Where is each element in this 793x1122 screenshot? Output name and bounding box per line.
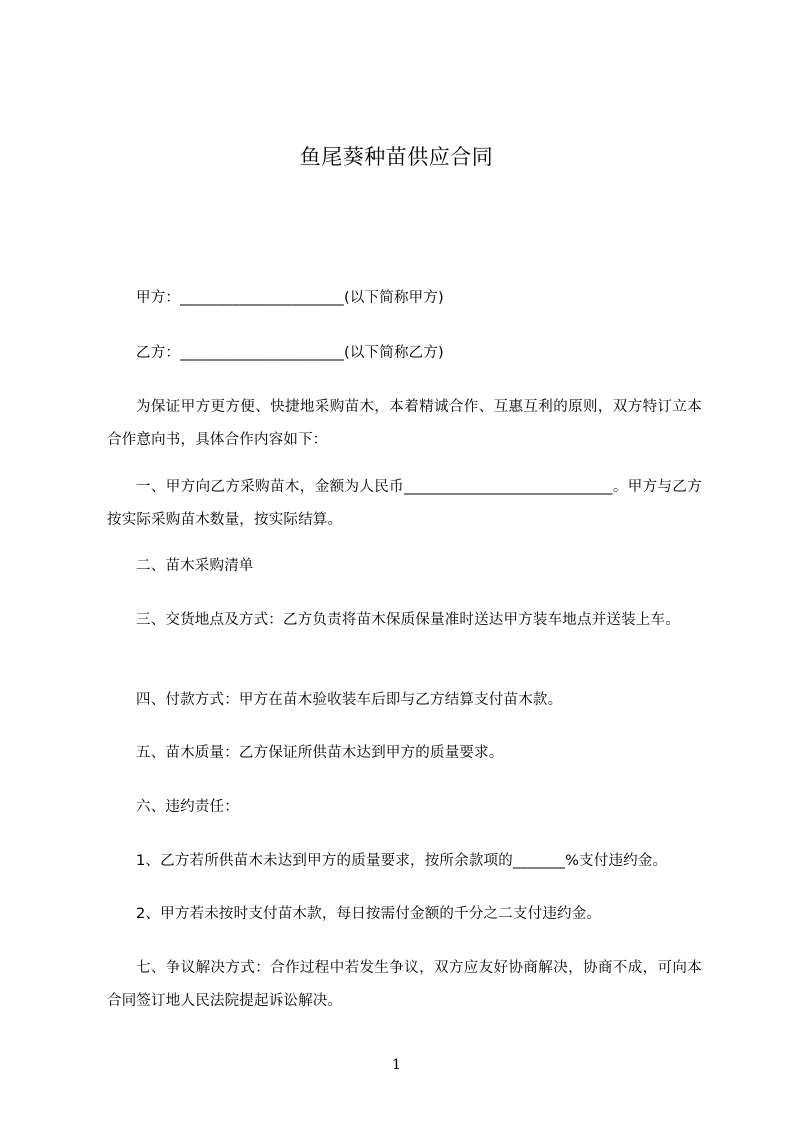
clause-6-item-1: 1、乙方若所供苗木未达到甲方的质量要求，按所余款项的_______%支付违约金。 bbox=[136, 853, 668, 869]
clause-6-heading: 六、违约责任： bbox=[136, 799, 239, 815]
party-b-line: 乙方：______________________(以下简称乙方) bbox=[136, 345, 444, 361]
clause-1-paragraph: 一、甲方向乙方采购苗木，金额为人民币____________________________。甲方与乙方按实际采购苗木数量，按实际结算。 bbox=[107, 479, 702, 528]
clause-4-paragraph: 四、付款方式：甲方在苗木验收装车后即与乙方结算支付苗木款。 bbox=[136, 692, 563, 708]
document-title: 鱼尾葵种苗供应合同 bbox=[299, 145, 494, 169]
clause-3-paragraph: 三、交货地点及方式：乙方负责将苗木保质保量准时送达甲方装车地点并送装上车。 bbox=[136, 612, 680, 628]
party-a-line: 甲方：______________________(以下简称甲方) bbox=[136, 290, 444, 306]
page-number: 1 bbox=[392, 1057, 401, 1073]
clause-7-paragraph: 七、争议解决方式：合作过程中若发生争议，双方应友好协商解决，协商不成，可向本合同签订地人民法院提起诉讼解决。 bbox=[107, 960, 702, 1009]
clause-6-item-2: 2、甲方若未按时支付苗木款，每日按需付金额的千分之二支付违约金。 bbox=[136, 906, 602, 922]
preamble-paragraph: 为保证甲方更方便、快捷地采购苗木，本着精诚合作、互惠互利的原则，双方特订立本合作意向书，具体合作内容如下： bbox=[107, 399, 702, 448]
clause-5-paragraph: 五、苗木质量：乙方保证所供苗木达到甲方的质量要求。 bbox=[136, 745, 504, 761]
clause-2-heading: 二、苗木采购清单 bbox=[136, 558, 254, 574]
